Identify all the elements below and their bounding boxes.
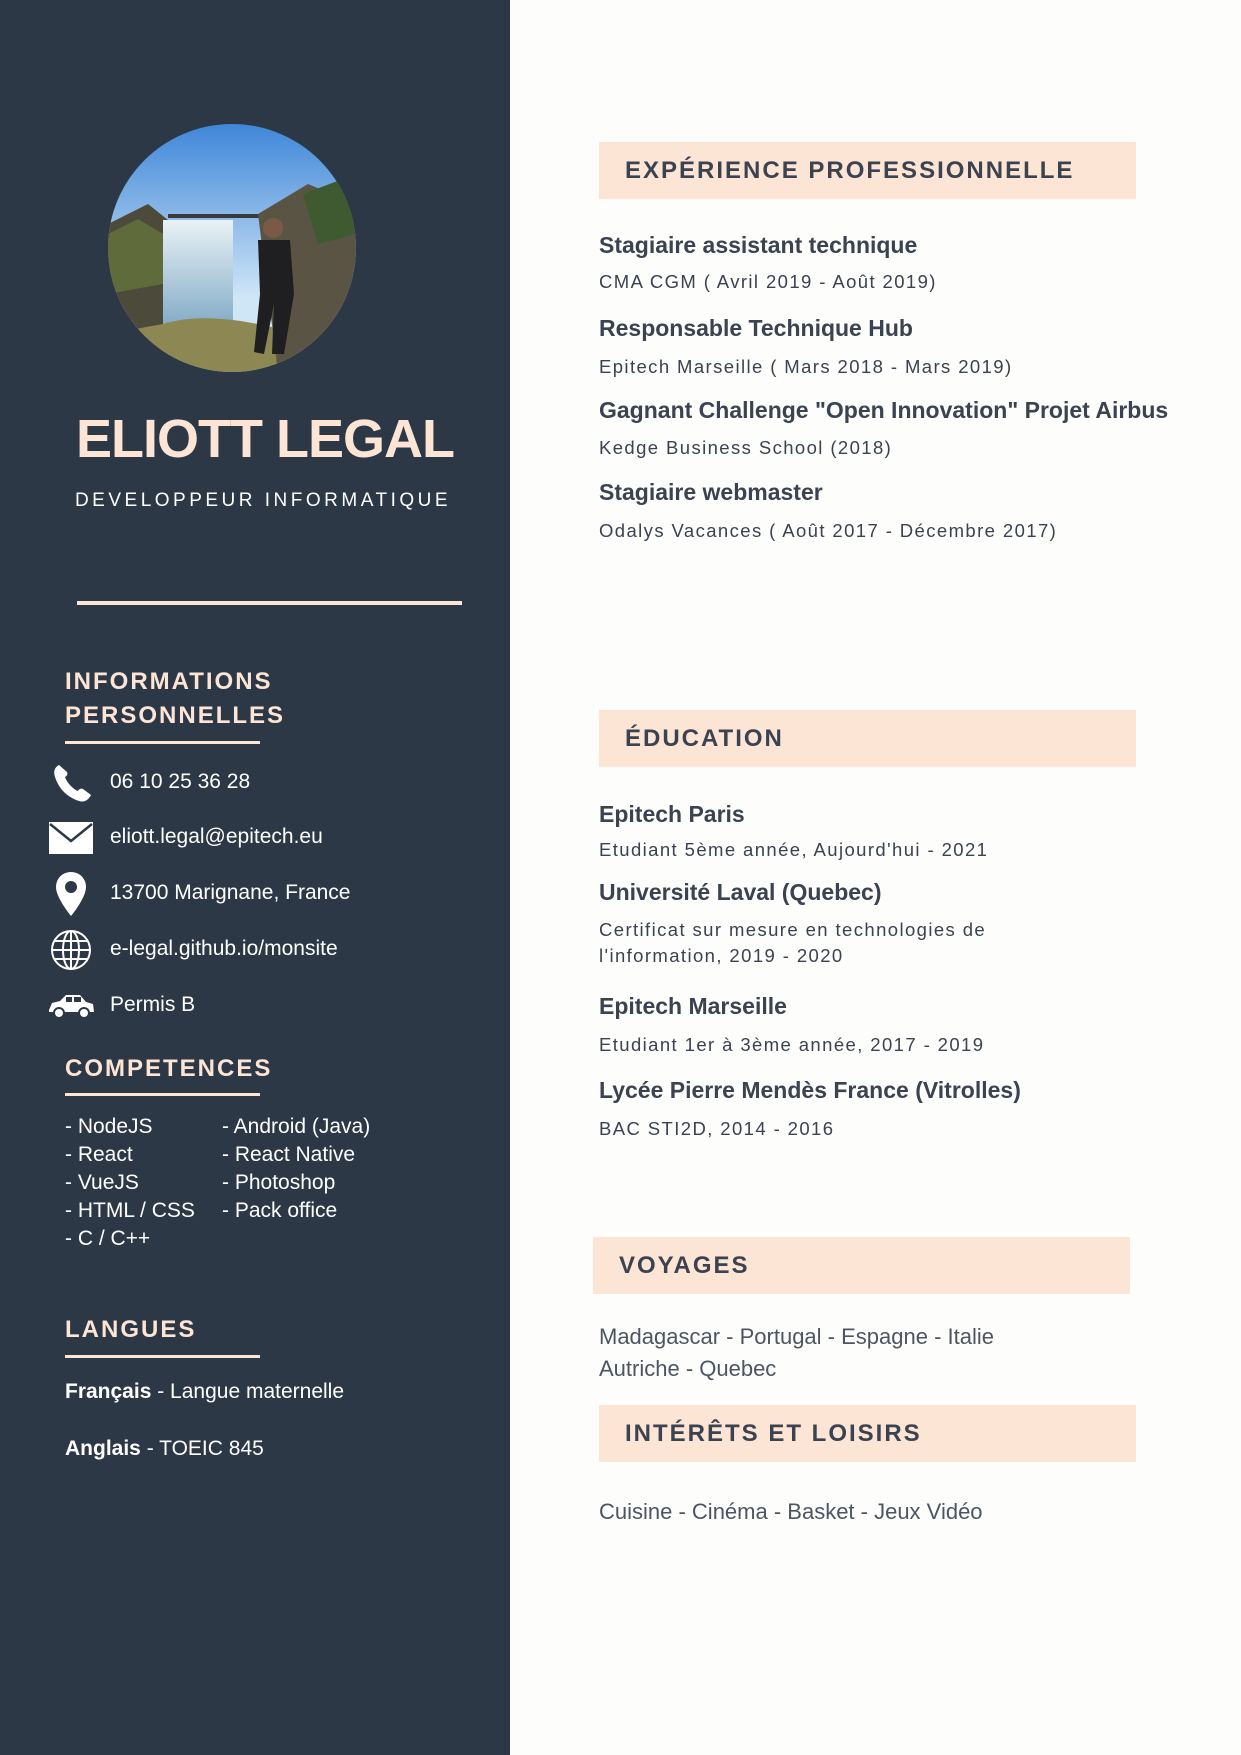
language-name: Anglais <box>65 1437 141 1460</box>
skill-item: - Android (Java) <box>222 1115 371 1138</box>
name-divider <box>77 601 462 605</box>
website-link[interactable]: e-legal.github.io/monsite <box>110 937 338 960</box>
experience-role: Stagiaire assistant technique <box>599 232 918 258</box>
hobbies-title: INTÉRÊTS ET LOISIRS <box>625 1420 922 1447</box>
education-header <box>599 710 1136 767</box>
personal-info-title <box>65 665 285 733</box>
travel-list <box>599 1321 994 1385</box>
experience-role: Responsable Technique Hub <box>599 315 913 341</box>
email-icon <box>44 815 98 861</box>
skill-item: - React Native <box>222 1143 356 1166</box>
education-detail: BAC STI2D, 2014 - 2016 <box>599 1118 835 1139</box>
skills-column-1 <box>65 1113 195 1253</box>
hobbies-header <box>599 1405 1136 1462</box>
education-detail: l'information, 2019 - 2020 <box>599 945 844 966</box>
travel-line: Madagascar - Portugal - Espagne - Italie <box>599 1324 994 1349</box>
skills-column-2 <box>222 1113 370 1225</box>
experience-detail: Epitech Marseille ( Mars 2018 - Mars 2019) <box>599 356 1013 377</box>
personal-info-title-line2: PERSONNELLES <box>65 702 286 729</box>
phone-number: 06 10 25 36 28 <box>110 770 251 793</box>
skill-item: - NodeJS <box>65 1115 153 1138</box>
personal-info-title-line1: INFORMATIONS <box>65 668 273 695</box>
skill-item: - Pack office <box>222 1199 338 1222</box>
travel-header <box>593 1237 1130 1294</box>
email-address[interactable]: eliott.legal@epitech.eu <box>110 825 323 848</box>
experience-detail: Odalys Vacances ( Août 2017 - Décembre 2017) <box>599 520 1058 541</box>
license: Permis B <box>110 993 196 1016</box>
education-detail: Certificat sur mesure en technologies de <box>599 919 987 940</box>
contact-address <box>44 871 484 917</box>
education-detail: Etudiant 1er à 3ème année, 2017 - 2019 <box>599 1034 985 1055</box>
travel-title: VOYAGES <box>619 1252 750 1279</box>
languages-divider <box>65 1355 260 1358</box>
contact-website <box>44 927 484 973</box>
skills-title: COMPETENCES <box>65 1055 273 1082</box>
education-school: Epitech Marseille <box>599 993 787 1019</box>
hobbies-text: Cuisine - Cinéma - Basket - Jeux Vidéo <box>599 1499 983 1524</box>
language-level: - Langue maternelle <box>151 1380 345 1403</box>
contact-email <box>44 815 484 861</box>
experience-role: Stagiaire webmaster <box>599 479 823 505</box>
experience-detail: CMA CGM ( Avril 2019 - Août 2019) <box>599 271 937 292</box>
language-item <box>65 1380 344 1404</box>
education-school: Epitech Paris <box>599 801 745 827</box>
education-school: Lycée Pierre Mendès France (Vitrolles) <box>599 1077 1021 1103</box>
skills-divider <box>65 1093 260 1096</box>
profile-photo-image <box>108 124 356 372</box>
phone-icon <box>44 760 98 806</box>
experience-header <box>599 142 1136 199</box>
travel-line: Autriche - Quebec <box>599 1356 777 1381</box>
experience-detail: Kedge Business School (2018) <box>599 437 893 458</box>
job-title: DEVELOPPEUR INFORMATIQUE <box>74 490 452 511</box>
education-school: Université Laval (Quebec) <box>599 879 882 905</box>
skill-item: - VueJS <box>65 1171 139 1194</box>
education-title: ÉDUCATION <box>625 725 784 752</box>
experience-role: Gagnant Challenge "Open Innovation" Projet Airbus <box>599 397 1169 423</box>
globe-icon <box>44 927 98 973</box>
language-name: Français <box>65 1380 152 1403</box>
experience-title: EXPÉRIENCE PROFESSIONNELLE <box>625 157 1075 184</box>
language-item <box>65 1437 264 1461</box>
skill-item: - HTML / CSS <box>65 1199 195 1222</box>
sidebar <box>0 0 510 1755</box>
language-level: - TOEIC 845 <box>140 1437 264 1460</box>
skill-item: - React <box>65 1143 133 1166</box>
personal-info-divider <box>65 741 260 744</box>
skill-item: - Photoshop <box>222 1171 336 1194</box>
full-name: ELIOTT LEGAL <box>76 409 454 469</box>
contact-license <box>44 983 484 1029</box>
education-detail: Etudiant 5ème année, Aujourd'hui - 2021 <box>599 839 989 860</box>
contact-phone <box>44 760 484 806</box>
languages-title: LANGUES <box>65 1316 197 1343</box>
location-pin-icon <box>44 871 98 917</box>
address: 13700 Marignane, France <box>110 881 351 904</box>
profile-photo <box>108 124 356 372</box>
skill-item: - C / C++ <box>65 1227 151 1250</box>
car-icon <box>44 983 98 1029</box>
